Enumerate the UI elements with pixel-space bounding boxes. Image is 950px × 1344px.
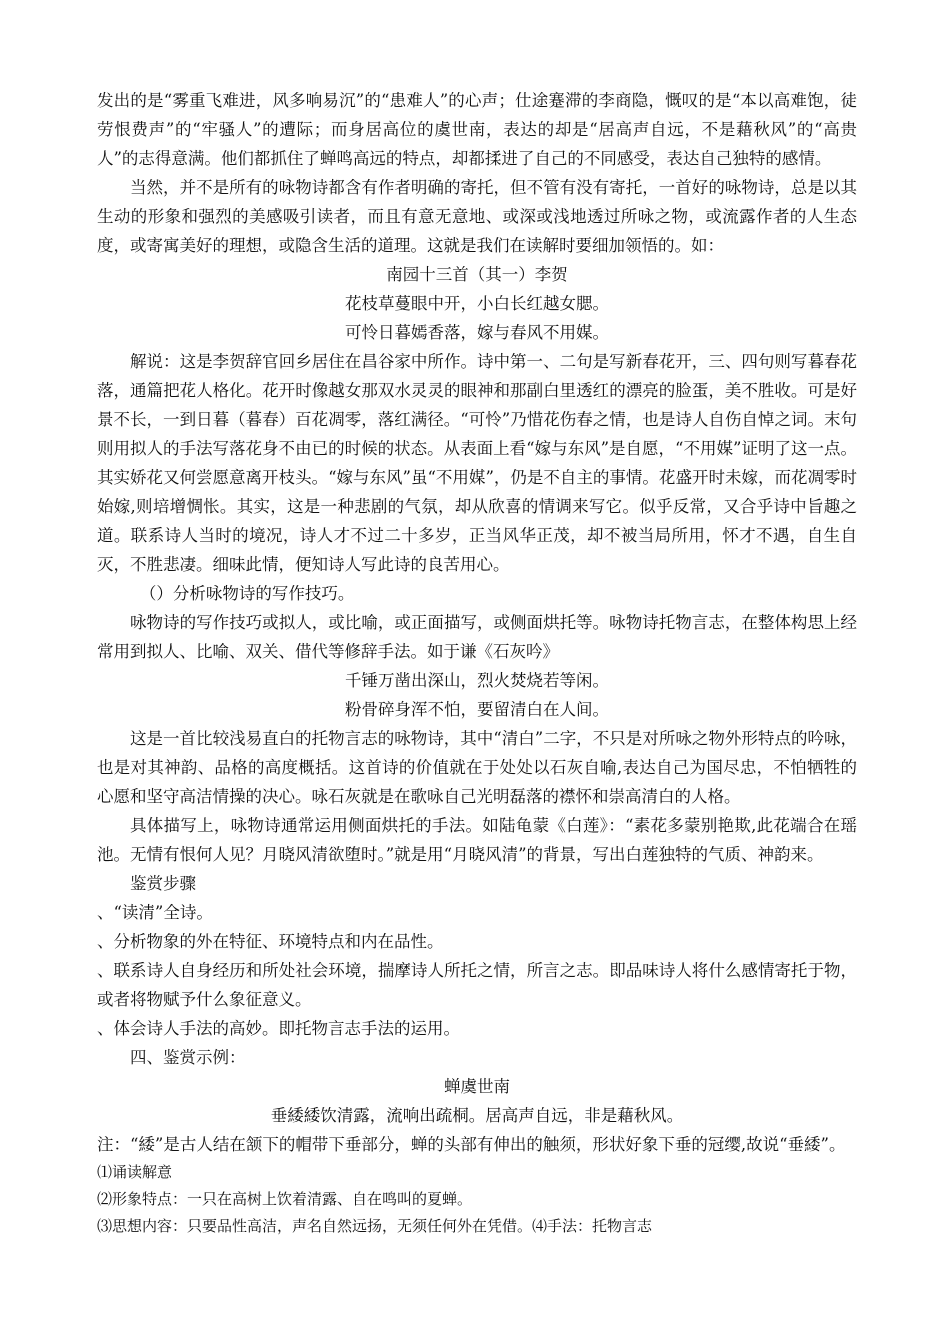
- paragraph-side-contrast: 具体描写上，咏物诗通常运用侧面烘托的手法。如陆龟蒙《白莲》：“素花多蒙别艳欺,此花端合在瑶池。无情有恨何人见？月晓风清欲堕时。”就是用“月晓风清”的背景，写出白莲独特的气质、神韵来。: [97, 816, 857, 864]
- step-item-2: 、分析物象的外在特征、环境特点和内在品性。: [97, 932, 444, 951]
- analysis-item-1: ⑴诵读解意: [97, 1163, 173, 1181]
- paragraph-shihuiyin-analysis: 这是一首比较浅易直白的托物言志的咏物诗，其中“清白”二字，不只是对所咏之物外形特点的吟咏，也是对其神韵、品格的高度概括。这首诗的价值就在于处处以石灰自喻,表达自己为国尽忠，不怕牺牲的心愿和坚守高洁情操的决心。咏石灰就是在歌咏自己光明磊落的襟怀和崇高清白的人格。: [97, 729, 857, 806]
- step-item-1: 、“读清”全诗。: [97, 903, 213, 922]
- poem-line-chan: 垂緌緌饮清露，流响出疏桐。居高声自远，非是藉秋风。: [270, 1106, 684, 1125]
- section-heading-example: 四、鉴赏示例：: [130, 1048, 246, 1067]
- step-item-4: 、体会诗人手法的高妙。即托物言志手法的运用。: [97, 1019, 460, 1038]
- poem-title-chan: 蝉虞世南: [444, 1077, 510, 1096]
- section-heading-techniques: （）分析咏物诗的写作技巧。: [139, 584, 355, 603]
- poem-line-shihuiyin-1: 千锤万凿出深山，烈火焚烧若等闲。: [345, 671, 609, 690]
- paragraph-implicit-meaning: 当然，并不是所有的咏物诗都含有作者明确的寄托，但不管有没有寄托，一首好的咏物诗，总是以其生动的形象和强烈的美感吸引读者，而且有意无意地、或深或浅地透过所咏之物，或流露作者的人生态度，或寄寓美好的理想，或隐含生活的道理。这就是我们在读解时要细加领悟的。如：: [97, 178, 857, 255]
- poem-line-nanyuan-1: 花枝草蔓眼中开，小白长红越女腮。: [345, 294, 609, 313]
- paragraph-note: 注：“緌”是古人结在颔下的帽带下垂部分，蝉的头部有伸出的触须，形状好象下垂的冠缨,故说“垂緌”。: [97, 1135, 846, 1154]
- step-item-3: 、联系诗人自身经历和所处社会环境，揣摩诗人所托之情，所言之志。即品味诗人将什么感情寄托于物，或者将物赋予什么象征意义。: [97, 961, 857, 1009]
- analysis-item-3: ⑶思想内容：只要品性高洁，声名自然远扬，无须任何外在凭借。⑷手法：托物言志: [97, 1217, 653, 1235]
- document-page: [97, 86, 857, 1240]
- section-heading-steps: 鉴赏步骤: [130, 874, 196, 893]
- paragraph-techniques: 咏物诗的写作技巧或拟人，或比喻，或正面描写，或侧面烘托等。咏物诗托物言志，在整体构思上经常用到拟人、比喻、双关、借代等修辞手法。如于谦《石灰吟》: [97, 613, 857, 661]
- poem-line-shihuiyin-2: 粉骨碎身浑不怕，要留清白在人间。: [345, 700, 609, 719]
- poem-title-nanyuan: 南园十三首（其一）李贺: [386, 265, 568, 284]
- paragraph-nanyuan-explanation: 解说：这是李贺辞官回乡居住在昌谷家中所作。诗中第一、二句是写新春花开，三、四句则写暮春花落，通篇把花人格化。花开时像越女那双水灵灵的眼神和那副白里透红的漂亮的脸蛋，美不胜收。可是好景不长，一到日暮（暮春）百花凋零，落红满径。“可怜”乃惜花伤春之情，也是诗人自伤自悼之词。末句则用拟人的手法写落花身不由已的时候的状态。从表面上看“嫁与东风”是自愿，“不用媒”证明了这一点。其实娇花又何尝愿意离开枝头。“嫁与东风”虽“不用媒”，仍是不自主的事情。花盛开时未嫁，而花凋零时始嫁,则培增惆怅。其实，这是一种悲剧的气氛，却从欣喜的情调来写它。似乎反常，又合乎诗中旨趣之道。联系诗人当时的境况，诗人才不过二十多岁，正当风华正茂，却不被当局所用，怀才不遇，自生自灭，不胜悲凄。细味此情，便知诗人写此诗的良苦用心。: [97, 352, 857, 574]
- poem-line-nanyuan-2: 可怜日暮嫣香落，嫁与春风不用媒。: [345, 323, 609, 342]
- paragraph-cicada-comparison: 发出的是“雾重飞难进，风多响易沉”的“患难人”的心声；仕途蹇滞的李商隐，慨叹的是“本以高难饱，徒劳恨费声”的“牢骚人”的遭际；而身居高位的虞世南，表达的却是“居高声自远，不是藉秋风”的“高贵人”的志得意满。他们都抓住了蝉鸣高远的特点，却都揉进了自己的不同感受，表达自己独特的感情。: [97, 91, 857, 168]
- analysis-item-2: ⑵形象特点：一只在高树上饮着清露、自在鸣叫的夏蝉。: [97, 1190, 473, 1208]
